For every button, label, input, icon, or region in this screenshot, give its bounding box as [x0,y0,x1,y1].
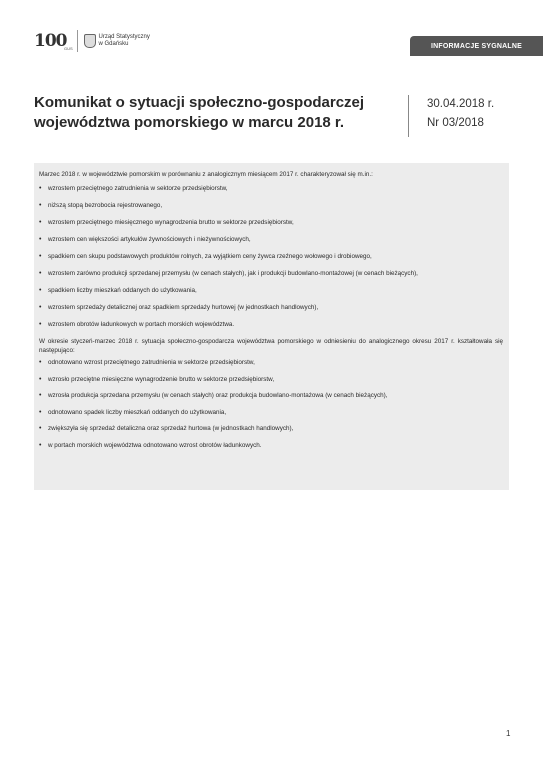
list-item: • odnotowano wzrost przeciętnego zatrudnienia w sektorze przedsiębiorstw, [39,359,503,368]
publication-number: Nr 03/2018 [427,117,484,129]
list-item: • zwiększyła się sprzedaż detaliczna oraz sprzedaż hurtowa (w jednostkach handlowych), [39,425,503,434]
summary-intro: Marzec 2018 r. w województwie pomorskim w porównaniu z analogicznym miesiącem 2017 r. charakteryzował się m.in.: [39,171,373,178]
list-item: • wzrostem cen większości artykułów żywnościowych i nieżywnościowych, [39,236,503,245]
list-item: • wzrostem obrotów ładunkowych w portach morskich województwa. [39,321,503,330]
publication-type-tag: INFORMACJE SYGNALNE [410,36,543,56]
list-item: • wzrosło przeciętne miesięczne wynagrodzenie brutto w sektorze przedsiębiorstw, [39,376,503,385]
document-title [34,93,394,133]
list-item: • wzrostem sprzedaży detalicznej oraz spadkiem sprzedaży hurtowej (w jednostkach handlowych), [39,304,503,313]
summary-box [34,163,509,490]
logo-100-mark: 100 [34,30,67,51]
list-item: • odnotowano spadek liczby mieszkań oddanych do użytkowania, [39,409,503,418]
page-number: 1 [506,729,511,738]
list-item: • niższą stopą bezrobocia rejestrowanego, [39,202,503,211]
period-intro: W okresie styczeń-marzec 2018 r. sytuacja społeczno-gospodarcza województwa pomorskiego w odniesieniu do analogicznego okresu 2017 r. kształtowała się następująco: [39,338,503,354]
list-item: • wzrostem przeciętnego miesięcznego wynagrodzenia brutto w sektorze przedsiębiorstw, [39,219,503,228]
office-name [99,34,150,48]
logo-gus-caption: GUS [64,46,73,51]
list-item: • wzrosła produkcja sprzedana przemysłu (w cenach stałych) oraz produkcja budowlano-montażowa (w cenach bieżących), [39,392,503,401]
title-line-1: Komunikat o sytuacji społeczno-gospodarczej [34,94,365,111]
publication-date: 30.04.2018 r. [427,98,495,110]
emblem-icon [84,34,96,48]
logo [34,30,150,52]
list-item: • spadkiem cen skupu podstawowych produktów rolnych, za wyjątkiem ceny żywca rzeźnego wołowego i drobiowego, [39,253,503,262]
office-name-line1: Urząd Statystyczny [98,34,150,40]
list-item: • w portach morskich województwa odnotowano wzrost obrotów ładunkowych. [39,442,503,451]
logo-divider [77,30,78,52]
summary-list [39,185,503,330]
list-item: • wzrostem przeciętnego zatrudnienia w sektorze przedsiębiorstw, [39,185,503,194]
title-line-2: województwa pomorskiego w marcu 2018 r. [34,114,345,131]
list-item: • wzrostem zarówno produkcji sprzedanej przemysłu (w cenach stałych), jak i produkcji budowlano-montażowej (w cenach bieżących), [39,270,503,279]
office-name-line2: w Gdańsku [98,41,129,47]
header-divider [408,95,409,137]
period-list [39,359,503,450]
list-item: • spadkiem liczby mieszkań oddanych do użytkowania, [39,287,503,296]
